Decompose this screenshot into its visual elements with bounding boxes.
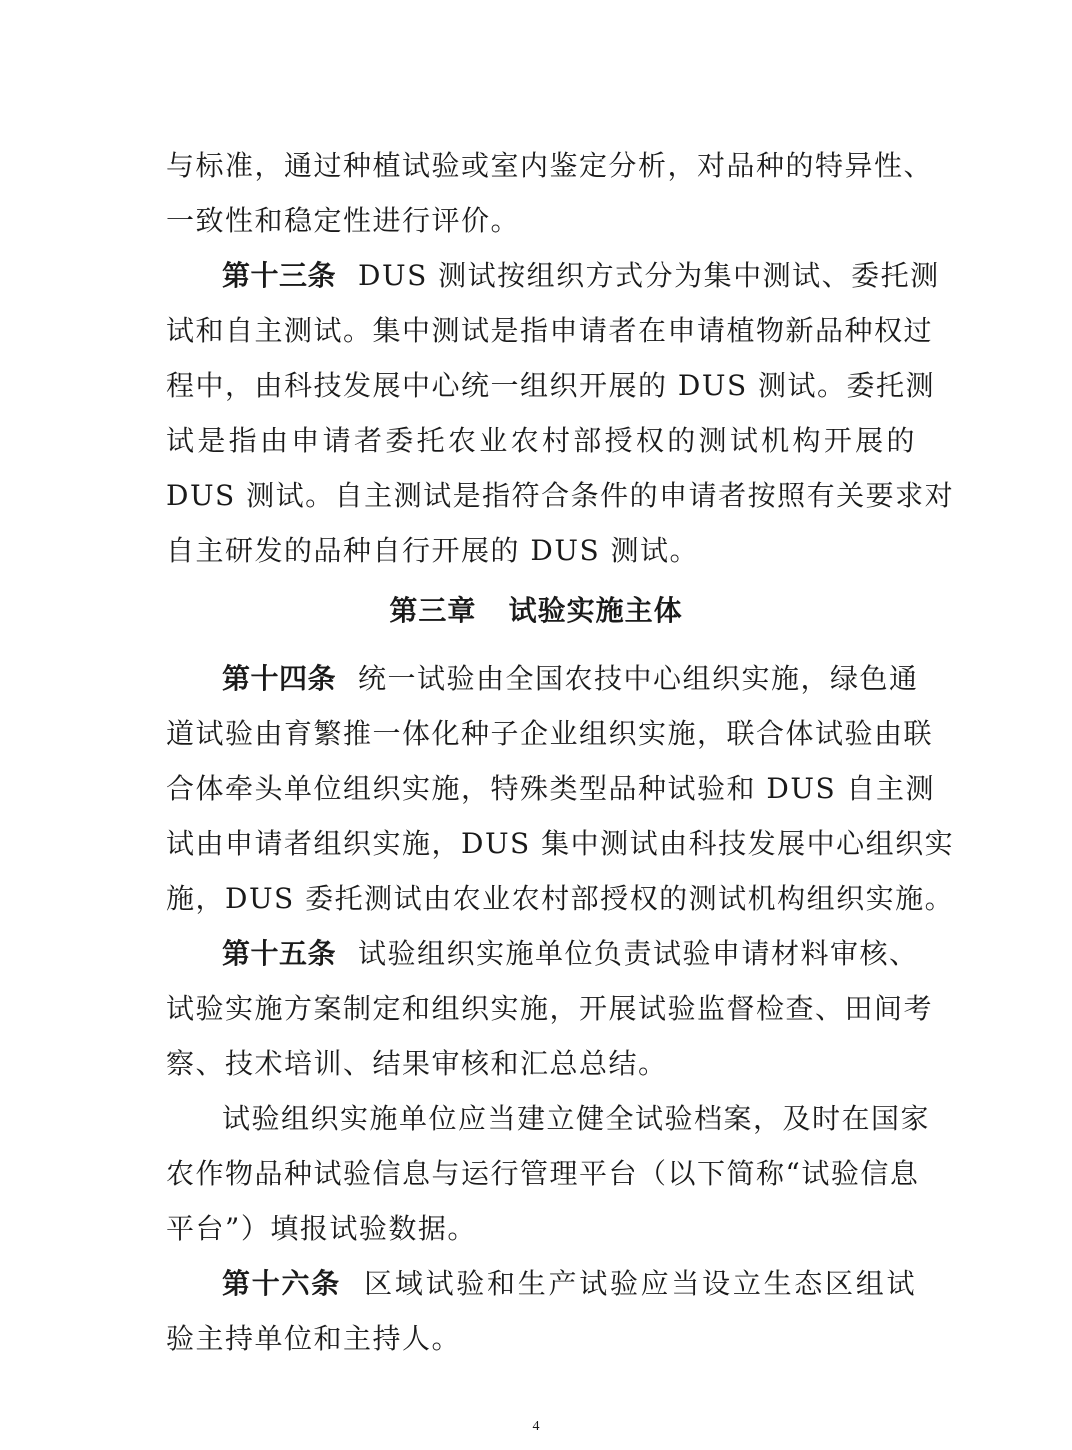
article-16-heading: 第十六条 bbox=[222, 1267, 341, 1300]
chapter-label: 第三章 bbox=[389, 594, 477, 627]
article-14-heading: 第十四条 bbox=[222, 662, 337, 695]
article-14-first-line bbox=[222, 661, 919, 697]
chapter-heading bbox=[0, 593, 1072, 629]
text-line: 试验实施方案制定和组织实施，开展试验监督检查、田间考 bbox=[166, 992, 934, 1025]
text-line: 与标准，通过种植试验或室内鉴定分析，对品种的特异性、 bbox=[166, 149, 934, 182]
article-15-text: 试验组织实施单位负责试验申请材料审核、 bbox=[358, 937, 919, 970]
article-13-heading: 第十三条 bbox=[222, 259, 337, 292]
text-line: 平台”）填报试验数据。 bbox=[166, 1212, 477, 1245]
text-line: 验主持单位和主持人。 bbox=[166, 1322, 462, 1355]
text-line: 一致性和稳定性进行评价。 bbox=[166, 204, 521, 237]
article-13-first-line bbox=[222, 258, 940, 294]
article-16-text: 区域试验和生产试验应当设立生态区组试 bbox=[362, 1267, 916, 1300]
article-15-first-line bbox=[222, 936, 919, 972]
article-14-text: 统一试验由全国农技中心组织实施，绿色通 bbox=[358, 662, 919, 695]
text-line: 合体牵头单位组织实施，特殊类型品种试验和 DUS 自主测 bbox=[166, 772, 936, 805]
text-line: DUS 测试。自主测试是指符合条件的申请者按照有关要求对 bbox=[166, 479, 955, 512]
article-15-heading: 第十五条 bbox=[222, 937, 337, 970]
text-line: 察、技术培训、结果审核和汇总总结。 bbox=[166, 1047, 668, 1080]
text-line: 试验组织实施单位应当建立健全试验档案，及时在国家 bbox=[222, 1102, 931, 1135]
chapter-title: 试验实施主体 bbox=[508, 594, 683, 627]
text-line: 农作物品种试验信息与运行管理平台（以下简称“试验信息 bbox=[166, 1157, 920, 1190]
text-line: 施，DUS 委托测试由农业农村部授权的测试机构组织实施。 bbox=[166, 882, 955, 915]
text-line: 自主研发的品种自行开展的 DUS 测试。 bbox=[166, 534, 700, 567]
text-line: 道试验由育繁推一体化种子企业组织实施，联合体试验由联 bbox=[166, 717, 934, 750]
article-16-first-line bbox=[222, 1266, 916, 1302]
article-13-text: DUS 测试按组织方式分为集中测试、委托测 bbox=[358, 259, 940, 292]
page-number: 4 bbox=[532, 1419, 540, 1434]
text-line: 程中，由科技发展中心统一组织开展的 DUS 测试。委托测 bbox=[166, 369, 936, 402]
text-line: 试由申请者组织实施，DUS 集中测试由科技发展中心组织实 bbox=[166, 827, 955, 860]
text-line: 试是指由申请者委托农业农村部授权的测试机构开展的 bbox=[166, 424, 916, 457]
text-line: 试和自主测试。集中测试是指申请者在申请植物新品种权过 bbox=[166, 314, 934, 347]
